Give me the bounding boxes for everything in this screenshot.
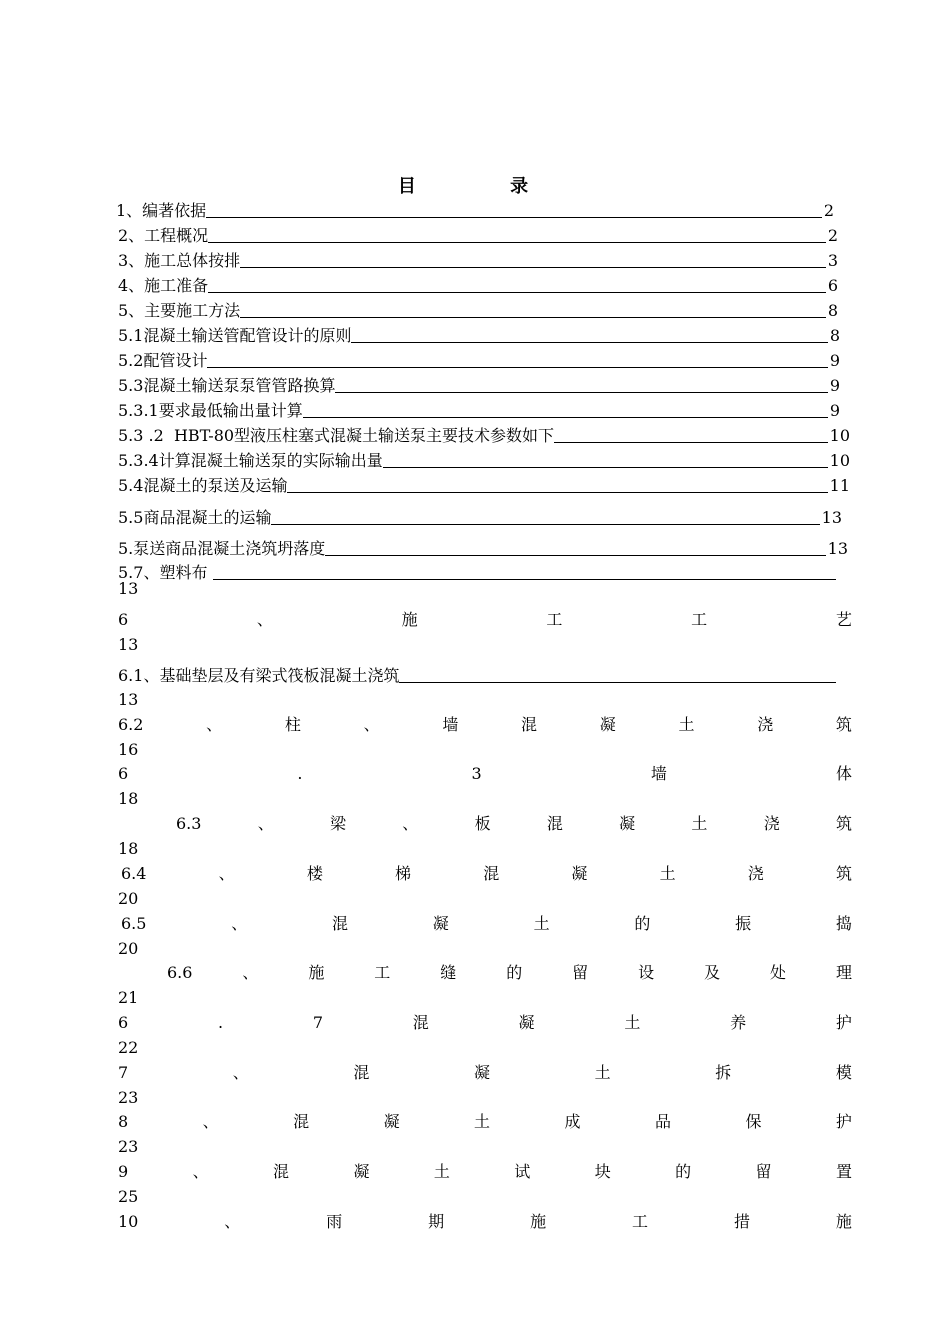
toc-entry-page: 8 (827, 301, 838, 320)
toc-text: 混 (483, 864, 500, 883)
toc-entry-page: 23 (118, 1088, 139, 1107)
toc-entry-page: 3 (827, 251, 838, 270)
toc-text: 混 (521, 715, 538, 734)
toc-text: 凝 (619, 814, 636, 833)
toc-entry (118, 1063, 852, 1083)
toc-text: 土 (594, 1063, 611, 1082)
toc-entry (118, 664, 838, 686)
toc-entry (118, 449, 850, 471)
toc-entry (118, 610, 852, 630)
toc-entry-label: 5.3混凝土输送泵泵管管路换算 (118, 376, 336, 395)
toc-entry-page: 13 (118, 690, 139, 709)
toc-leader (335, 391, 827, 393)
toc-entry-page: 13 (827, 539, 848, 558)
toc-text: 6 (118, 610, 129, 629)
toc-text: 施 (308, 963, 325, 982)
toc-text: 凝 (599, 715, 616, 734)
toc-entry-page: 10 (829, 426, 850, 445)
toc-entry-page: 9 (829, 376, 840, 395)
toc-leader (207, 366, 827, 368)
toc-text: 梁 (330, 814, 347, 833)
toc-entry-page: 20 (118, 939, 139, 958)
toc-entry-page: 13 (118, 635, 139, 654)
toc-entry (118, 224, 838, 246)
toc-text: . (217, 1013, 224, 1032)
toc-text: 6.3 (176, 814, 202, 833)
toc-text: 的 (675, 1162, 692, 1181)
toc-entry-page: 6 (827, 276, 838, 295)
toc-entry (118, 349, 840, 371)
toc-text: 艺 (835, 610, 852, 629)
toc-leader (383, 466, 828, 468)
toc-entry-label: 5.3.4计算混凝土输送泵的实际输出量 (118, 451, 383, 470)
toc-entry-page: 11 (829, 476, 850, 495)
toc-text: 土 (474, 1112, 491, 1131)
toc-text: 工 (632, 1212, 649, 1231)
toc-text: 6 (118, 764, 129, 783)
toc-entry-page: 18 (118, 789, 139, 808)
toc-text: 8 (118, 1112, 129, 1131)
toc-text: 、 (231, 914, 248, 933)
toc-text: 振 (735, 914, 752, 933)
toc-entry (118, 1112, 852, 1132)
toc-text: 缝 (440, 963, 457, 982)
toc-entry (118, 715, 852, 735)
toc-entry-label: 3、施工总体按排 (118, 251, 241, 270)
toc-text: 理 (835, 963, 852, 982)
toc-text: 、 (232, 1063, 249, 1082)
toc-leader (240, 266, 826, 268)
toc-text: 护 (835, 1013, 852, 1032)
toc-text: 6.6 (167, 963, 193, 982)
toc-entry-label: 5.7、塑料布 (118, 563, 213, 582)
toc-text: 土 (533, 914, 550, 933)
toc-entry (118, 537, 848, 559)
toc-text: 混 (273, 1162, 290, 1181)
toc-entry-page: 8 (829, 326, 840, 345)
toc-entry (118, 474, 850, 496)
toc-entry (118, 374, 840, 396)
toc-text: 土 (624, 1013, 641, 1032)
toc-text: 护 (835, 1112, 852, 1131)
toc-leader (208, 291, 826, 293)
toc-text: 施 (401, 610, 418, 629)
toc-text: . (297, 764, 303, 783)
toc-text: 、 (206, 715, 223, 734)
toc-entry (118, 561, 838, 583)
toc-text: 3 (471, 764, 482, 783)
toc-leader (399, 681, 836, 683)
toc-entry (118, 274, 838, 296)
toc-entry-page: 10 (829, 451, 850, 470)
toc-entry (176, 814, 852, 834)
toc-text: 措 (733, 1212, 750, 1231)
toc-entry-label: 6.1、基础垫层及有梁式筏板混凝土浇筑 (118, 666, 400, 685)
toc-entry-label: 1、编著依据 (116, 201, 207, 220)
toc-text: 的 (634, 914, 651, 933)
toc-entry-label: 5.3.1要求最低输出量计算 (118, 401, 303, 420)
toc-text: 留 (755, 1162, 772, 1181)
toc-entry-page: 9 (829, 401, 840, 420)
toc-text: 工 (546, 610, 563, 629)
toc-text: 、 (192, 1162, 209, 1181)
toc-text: 6.2 (118, 715, 144, 734)
toc-entry-label: 2、工程概况 (118, 226, 209, 245)
toc-text: 体 (835, 764, 852, 783)
toc-text: 筑 (835, 864, 852, 883)
toc-text: 6.5 (121, 914, 147, 933)
toc-entry (118, 249, 838, 271)
toc-entry-label: 5.2配管设计 (118, 351, 208, 370)
toc-entry (118, 324, 840, 346)
toc-text: 楼 (306, 864, 323, 883)
toc-text: 凝 (474, 1063, 491, 1082)
toc-leader (325, 554, 825, 556)
toc-text: 、 (224, 1212, 241, 1231)
toc-entry (116, 199, 834, 221)
toc-text: 保 (745, 1112, 762, 1131)
toc-text: 墙 (442, 715, 459, 734)
toc-text: 墙 (650, 764, 667, 783)
toc-text: 土 (659, 864, 676, 883)
toc-text: 期 (428, 1212, 445, 1231)
toc-leader (213, 578, 836, 580)
toc-text: 梯 (395, 864, 412, 883)
toc-text: 7 (312, 1013, 323, 1032)
toc-leader (240, 316, 826, 318)
toc-text: 浇 (747, 864, 764, 883)
toc-entry (118, 299, 838, 321)
toc-text: 及 (704, 963, 721, 982)
toc-text: 、 (202, 1112, 219, 1131)
toc-entry-page: 13 (821, 508, 842, 527)
toc-text: 凝 (518, 1013, 535, 1032)
toc-text: 6 (118, 1013, 129, 1032)
toc-text: 捣 (835, 914, 852, 933)
toc-entry (118, 399, 840, 421)
toc-entry-label: 4、施工准备 (118, 276, 209, 295)
toc-leader (351, 341, 827, 343)
toc-text: 品 (654, 1112, 671, 1131)
toc-text: 7 (118, 1063, 129, 1082)
toc-entry-page: 20 (118, 889, 139, 908)
toc-text: 混 (412, 1013, 429, 1032)
toc-entry-label: 5.泵送商品混凝土浇筑坍落度 (118, 539, 326, 558)
toc-text: 施 (530, 1212, 547, 1231)
toc-entry (118, 764, 852, 784)
toc-text: 柱 (284, 715, 301, 734)
toc-entry (118, 506, 842, 528)
toc-entry-page: 13 (118, 579, 139, 598)
toc-text: 9 (118, 1162, 129, 1181)
toc-entry-label: 5.4混凝土的泵送及运输 (118, 476, 288, 495)
toc-text: 试 (514, 1162, 531, 1181)
toc-text: 凝 (383, 1112, 400, 1131)
toc-text: 混 (353, 1063, 370, 1082)
toc-text: 混 (332, 914, 349, 933)
toc-entry (167, 963, 852, 983)
toc-entry-page: 21 (118, 988, 139, 1007)
toc-entry (118, 1013, 852, 1033)
toc-text: 混 (293, 1112, 310, 1131)
toc-leader (208, 241, 826, 243)
toc-text: 雨 (326, 1212, 343, 1231)
toc-text: 凝 (432, 914, 449, 933)
toc-text: 浇 (757, 715, 774, 734)
toc-entry-page: 9 (829, 351, 840, 370)
toc-text: 的 (506, 963, 523, 982)
toc-leader (271, 523, 819, 525)
toc-title: 目 录 (397, 176, 573, 197)
toc-entry-page: 2 (823, 201, 834, 220)
toc-text: 6.4 (121, 864, 147, 883)
toc-text: 拆 (715, 1063, 732, 1082)
toc-text: 置 (835, 1162, 852, 1181)
toc-entry-page: 22 (118, 1038, 139, 1057)
toc-entry-page: 25 (118, 1187, 139, 1206)
toc-leader (554, 441, 828, 443)
toc-text: 土 (691, 814, 708, 833)
toc-entry-page: 23 (118, 1137, 139, 1156)
toc-text: 处 (770, 963, 787, 982)
toc-entry (121, 864, 852, 884)
toc-entry (118, 424, 850, 446)
toc-text: 、 (256, 610, 273, 629)
toc-text: 工 (691, 610, 708, 629)
toc-text: 土 (433, 1162, 450, 1181)
toc-text: 混 (546, 814, 563, 833)
toc-text: 块 (594, 1162, 611, 1181)
toc-text: 工 (374, 963, 391, 982)
toc-entry-page: 2 (827, 226, 838, 245)
toc-entry (118, 1162, 852, 1182)
toc-text: 浇 (763, 814, 780, 833)
toc-entry (121, 914, 852, 934)
toc-text: 模 (835, 1063, 852, 1082)
toc-leader (206, 216, 822, 218)
toc-text: 凝 (571, 864, 588, 883)
toc-leader (287, 491, 827, 493)
toc-entry-label: 5.1混凝土输送管配管设计的原则 (118, 326, 352, 345)
toc-text: 、 (402, 814, 419, 833)
toc-entry-label: 5、主要施工方法 (118, 301, 241, 320)
toc-entry-page: 16 (118, 740, 139, 759)
toc-text: 凝 (353, 1162, 370, 1181)
toc-entry (118, 1212, 852, 1232)
toc-text: 养 (730, 1013, 747, 1032)
toc-text: 土 (678, 715, 695, 734)
toc-text: 筑 (835, 814, 852, 833)
toc-text: 、 (363, 715, 380, 734)
toc-leader (303, 416, 828, 418)
toc-entry-label: 5.5商品混凝土的运输 (118, 508, 272, 527)
toc-text: 10 (118, 1212, 139, 1231)
toc-text: 留 (572, 963, 589, 982)
toc-text: 、 (257, 814, 274, 833)
toc-text: 板 (474, 814, 491, 833)
toc-text: 设 (638, 963, 655, 982)
toc-text: 、 (242, 963, 259, 982)
toc-text: 、 (218, 864, 235, 883)
toc-text: 成 (564, 1112, 581, 1131)
toc-entry-page: 18 (118, 839, 139, 858)
toc-text: 施 (835, 1212, 852, 1231)
toc-text: 筑 (835, 715, 852, 734)
toc-entry-label: 5.3 .2 HBT-80型液压柱塞式混凝土输送泵主要技术参数如下 (118, 426, 555, 445)
